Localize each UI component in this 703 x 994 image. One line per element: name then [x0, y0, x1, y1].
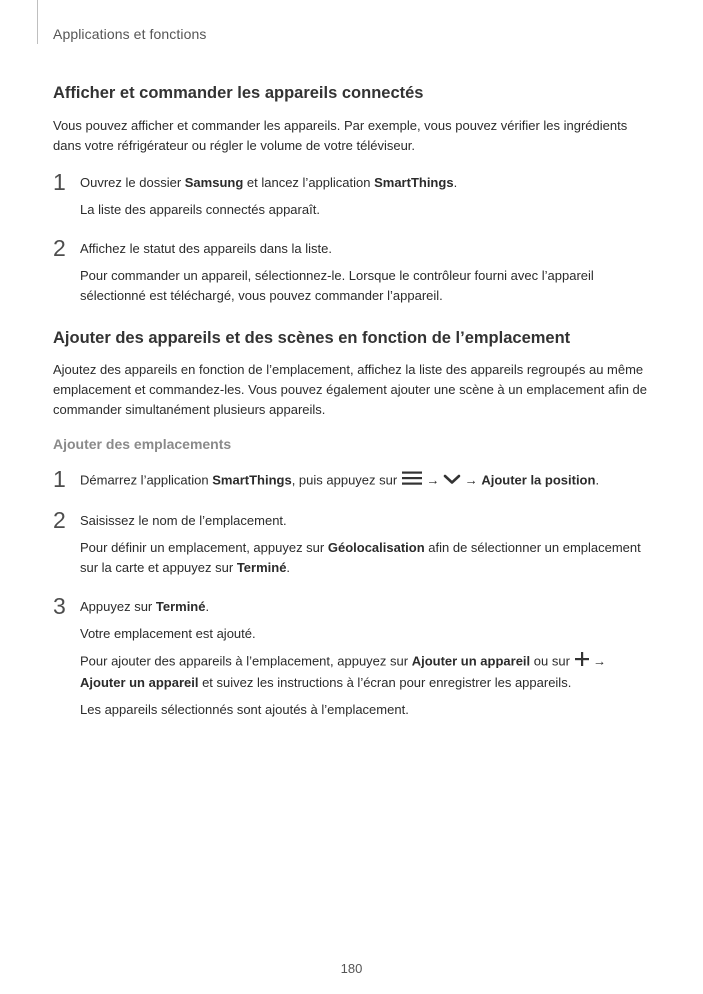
location-step-3 — [53, 593, 653, 720]
location-step-2 — [53, 507, 653, 578]
step-number: 2 — [53, 507, 66, 533]
menu-icon — [401, 470, 423, 492]
step-note: Votre emplacement est ajouté. — [80, 626, 256, 641]
step-number: 2 — [53, 235, 66, 261]
section-heading-connected-devices: Afficher et commander les appareils connectés — [53, 84, 424, 102]
section-heading-locations: Ajouter des appareils et des scènes en fonction de l’emplacement — [53, 329, 571, 347]
header-divider — [37, 0, 38, 44]
step-note: Pour commander un appareil, sélectionnez-le. Lorsque le contrôleur fourni avec l’appareil sélectionné est téléchargé, vous pouvez commander l’appareil. — [80, 268, 594, 303]
chevron-down-icon — [443, 471, 461, 491]
step-text: Ouvrez le dossier Samsung et lancez l’application SmartThings. — [80, 175, 458, 190]
step-note: Les appareils sélectionnés sont ajoutés à l’emplacement. — [80, 702, 409, 717]
step-1 — [53, 169, 653, 220]
page-content — [53, 84, 653, 720]
step-number: 1 — [53, 169, 66, 195]
running-header: Applications et fonctions — [53, 26, 207, 42]
step-number: 3 — [53, 593, 66, 619]
step-note: La liste des appareils connectés apparaît. — [80, 202, 320, 217]
page-number: 180 — [340, 961, 363, 976]
section-intro: Vous pouvez afficher et commander les appareils. Par exemple, vous pouvez vérifier les ingrédients dans votre réfrigérateur ou régler le volume de votre téléviseur. — [53, 118, 628, 153]
step-text: Démarrez l’application SmartThings, puis appuyez sur → → Ajouter la position. — [80, 470, 653, 492]
step-text: Saisissez le nom de l’emplacement. — [80, 513, 287, 528]
subsection-heading: Ajouter des emplacements — [53, 436, 232, 452]
step-number: 1 — [53, 466, 66, 492]
step-note: Pour définir un emplacement, appuyez sur Géolocalisation afin de sélectionner un emplacement sur la carte et appuyez sur Terminé. — [80, 540, 641, 575]
step-2 — [53, 235, 653, 306]
location-step-1 — [53, 466, 653, 492]
section-intro: Ajoutez des appareils en fonction de l’emplacement, affichez la liste des appareils regroupés au même emplacement et commandez-les. Vous pouvez également ajouter une scène à un emplacement afin de commander simultanément plusieurs appareils. — [53, 362, 648, 417]
plus-icon — [574, 651, 590, 673]
step-note: Pour ajouter des appareils à l’emplacement, appuyez sur Ajouter un appareil ou sur → Ajouter un appareil et suivez les instructions à l’écran pour enregistrer les appareils. — [80, 651, 653, 693]
step-text: Appuyez sur Terminé. — [80, 599, 210, 614]
step-text: Affichez le statut des appareils dans la liste. — [80, 241, 332, 256]
